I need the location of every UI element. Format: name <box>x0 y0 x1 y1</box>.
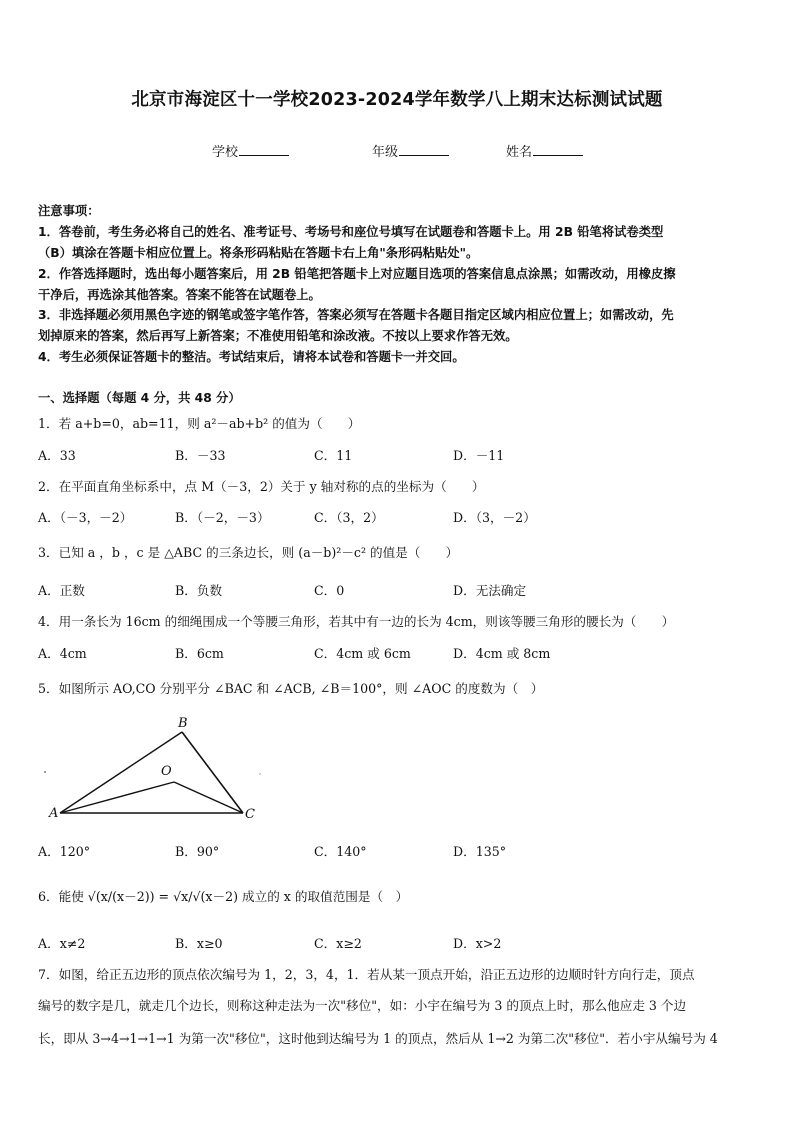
option-d[interactable]: D．x>2 <box>453 936 502 951</box>
question-stem: 3．已知 a ，b ，c 是 △ABC 的三条边长，则 (a－b)²－c² 的值是（ ） <box>38 545 459 560</box>
option-a[interactable]: A．（－3，－2） <box>38 510 133 525</box>
segment-ao <box>60 782 174 813</box>
label-c: C <box>245 807 255 821</box>
notes-heading: 注意事项： <box>38 204 100 218</box>
notes-line: 划掉原来的答案，然后再写上新答案；不准使用铅笔和涂改液。不按以上要求作答无效。 <box>38 329 518 343</box>
option-b[interactable]: B．－33 <box>175 448 226 463</box>
edge-bc <box>182 732 243 813</box>
label-o: O <box>161 764 172 779</box>
section-heading: 一、选择题（每题 4 分，共 48 分） <box>38 391 241 405</box>
question-7-line: 7．如图，给正五边形的顶点依次编号为 1，2，3，4，1．若从某一顶点开始，沿正五边形的边顺时针方向行走，顶点 <box>38 967 695 982</box>
notes-line: 1．答卷前，考生务必将自己的姓名、准考证号、考场号和座位号填写在试题卷和答题卡上。用 2B 铅笔将试卷类型 <box>38 225 664 239</box>
option-c[interactable]: C．4cm 或 6cm <box>314 646 411 661</box>
option-c[interactable]: C．x≥2 <box>314 936 362 951</box>
option-b[interactable]: B．90° <box>175 844 220 859</box>
notes-line: 4．考生必须保证答题卡的整洁。考试结束后，请将本试卷和答题卡一并交回。 <box>38 350 465 364</box>
option-b[interactable]: B．负数 <box>175 583 223 598</box>
option-a[interactable]: A．x≠2 <box>38 936 86 951</box>
question-stem: 1．若 a+b=0，ab=11，则 a²－ab+b² 的值为（ ） <box>38 416 361 431</box>
grade-field <box>372 141 449 160</box>
option-d[interactable]: D．无法确定 <box>453 583 527 598</box>
option-a[interactable]: A．4cm <box>38 646 87 661</box>
page-title: 北京市海淀区十一学校2023-2024学年数学八上期末达标测试试题 <box>131 90 663 110</box>
question-7-line: 编号的数字是几，就走几个边长，则称这种走法为一次"移位"，如：小宇在编号为 3 的顶点上时，那么他应走 3 个边 <box>38 998 687 1013</box>
question-7-line: 长，即从 3→4→1→1→1 为第一次"移位"，这时他到达编号为 1 的顶点，然后从 1→2 为第二次"移位"．若小宇从编号为 4 <box>38 1031 718 1046</box>
question-stem: 6．能使 √(x/(x－2)) = √x/√(x－2) 成立的 x 的取值范围是（ ） <box>38 889 409 904</box>
option-b[interactable]: B．x≥0 <box>175 936 223 951</box>
question-stem: 4．用一条长为 16cm 的细绳围成一个等腰三角形，若其中有一边的长为 4cm，则该等腰三角形的腰长为（ ） <box>38 614 675 629</box>
label-b: B <box>178 716 188 731</box>
name-blank[interactable] <box>533 144 583 156</box>
name-label: 姓名 <box>506 145 533 160</box>
label-a: A <box>49 806 59 821</box>
option-b[interactable]: B．（－2，－3） <box>175 510 270 525</box>
option-c[interactable]: C．0 <box>314 583 345 598</box>
grade-blank[interactable] <box>399 144 449 156</box>
option-d[interactable]: D．4cm 或 8cm <box>453 646 551 661</box>
school-field <box>212 141 289 160</box>
option-d[interactable]: D．（3，－2） <box>453 510 536 525</box>
option-c[interactable]: C．11 <box>314 448 353 463</box>
question-stem: 5．如图所示 AO,CO 分别平分 ∠BAC 和 ∠ACB, ∠B＝100°，则 ∠AOC 的度数为（ ） <box>38 681 544 696</box>
option-a[interactable]: A．正数 <box>38 583 85 598</box>
option-b[interactable]: B．6cm <box>175 646 224 661</box>
name-field <box>506 141 583 160</box>
option-d[interactable]: D．135° <box>453 844 507 859</box>
notes-line: 3．非选择题必须用黑色字迹的钢笔或签字笔作答，答案必须写在答题卡各题目指定区域内相应位置上；如需改动，先 <box>38 308 674 322</box>
option-c[interactable]: C．140° <box>314 844 367 859</box>
notes-line: （B）填涂在答题卡相应位置上。将条形码粘贴在答题卡右上角"条形码粘贴处"。 <box>38 246 479 260</box>
grade-label: 年级 <box>372 145 399 160</box>
option-d[interactable]: D．－11 <box>453 448 505 463</box>
triangle-figure <box>40 716 270 821</box>
segment-co <box>174 782 243 813</box>
option-a[interactable]: A．33 <box>38 448 76 463</box>
notes-line: 干净后，再选涂其他答案。答案不能答在试题卷上。 <box>38 288 321 302</box>
question-stem: 2．在平面直角坐标系中，点 M（－3，2）关于 y 轴对称的点的坐标为（ ） <box>38 479 485 494</box>
school-label: 学校 <box>212 145 239 160</box>
option-c[interactable]: C．（3，2） <box>314 510 384 525</box>
school-blank[interactable] <box>239 144 289 156</box>
stray-mark: , <box>259 768 262 776</box>
stray-dot <box>44 771 46 773</box>
option-a[interactable]: A．120° <box>38 844 91 859</box>
notes-line: 2．作答选择题时，选出每小题答案后，用 2B 铅笔把答题卡上对应题目选项的答案信息点涂黑；如需改动，用橡皮擦 <box>38 267 676 281</box>
